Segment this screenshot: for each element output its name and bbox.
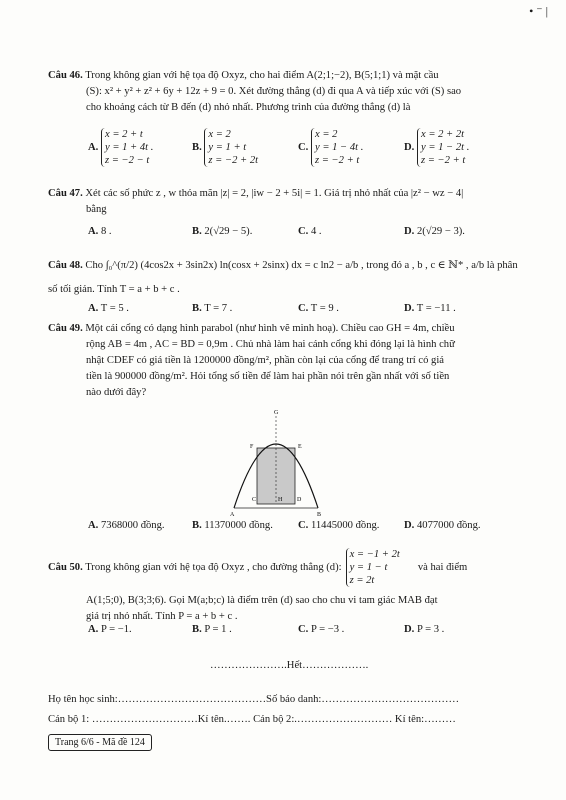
equation-system: x = 2 y = 1 − 4t . z = −2 + t <box>311 128 363 167</box>
equation-system: x = 2 y = 1 + t z = −2 + 2t <box>204 128 258 167</box>
label-g: G <box>274 410 279 416</box>
option-b[interactable]: B. 2(√29 − 5). <box>192 226 253 237</box>
question-text: A(1;5;0), B(3;3;6). Gọi M(a;b;c) là điểm trên (d) sao cho chu vi tam giác MAB đạt <box>86 595 438 606</box>
question-text: và hai điểm <box>417 561 468 573</box>
equation-system: x = 2 + t y = 1 + 4t . z = −2 − t <box>101 128 153 167</box>
option-b[interactable]: B. T = 7 . <box>192 303 233 314</box>
question-47 <box>48 186 518 218</box>
question-text: rộng AB = 4m , AC = BD = 0,9m . Chủ nhà làm hai cánh cổng khi đóng lại là hình chữ <box>86 339 455 350</box>
label-b: B <box>317 512 322 518</box>
question-text: số tối giản. Tính T = a + b + c . <box>48 284 180 295</box>
label-h: H <box>278 497 283 503</box>
question-text: Trong không gian với hệ tọa độ Oxyz , cho đường thẳng (d): <box>85 561 342 573</box>
question-text: bằng <box>86 204 107 215</box>
question-48 <box>48 258 518 298</box>
question-number: Câu 46. <box>48 70 83 81</box>
question-text: tiền là 900000 đồng/m². Hỏi tổng số tiền để làm hai phần nói trên gần nhất với số tiền <box>86 371 450 382</box>
option-label: B. <box>192 141 202 153</box>
end-marker: ………………….Hết………………. <box>210 660 369 671</box>
equation-system: x = 2 + 2t y = 1 − 2t . z = −2 + t <box>417 128 469 167</box>
equation-system: x = −1 + 2t y = 1 − t z = 2t <box>346 548 400 587</box>
option-d[interactable]: D. 4077000 đồng. <box>404 520 481 531</box>
option-a[interactable]: A. P = −1. <box>88 624 132 635</box>
option-c[interactable]: C. 11445000 đồng. <box>298 520 380 531</box>
parabola-gate-figure <box>220 408 330 518</box>
option-label: C. <box>298 141 309 153</box>
option-a[interactable]: A. T = 5 . <box>88 303 129 314</box>
option-d[interactable]: D. 2(√29 − 3). <box>404 226 465 237</box>
question-text: Trong không gian với hệ tọa độ Oxyz, cho hai điểm A(2;1;−2), B(5;1;1) và mặt cầu <box>85 70 439 81</box>
question-number: Câu 49. <box>48 323 83 334</box>
option-d[interactable]: D. T = −11 . <box>404 303 456 314</box>
question-number: Câu 48. <box>48 260 83 271</box>
option-label: A. <box>88 141 99 153</box>
question-text: giá trị nhỏ nhất. Tính P = a + b + c . <box>86 611 238 622</box>
corner-marks: • ⁻ | <box>529 4 548 18</box>
label-a: A <box>230 512 235 518</box>
question-text: Xét các số phức z , w thỏa mãn |z| = 2, |iw − 2 + 5i| = 1. Giá trị nhỏ nhất của |z² − wz − 4| <box>85 188 464 199</box>
question-text: Một cái cổng có dạng hình parabol (như hình vẽ minh hoạ). Chiều cao GH = 4m, chiều <box>85 323 455 334</box>
question-text: nào dưới đây? <box>86 387 147 398</box>
question-49 <box>48 321 518 401</box>
option-a[interactable] <box>88 128 153 167</box>
option-b[interactable] <box>192 128 258 167</box>
option-b[interactable]: B. 11370000 đồng. <box>192 520 273 531</box>
option-c[interactable]: C. T = 9 . <box>298 303 339 314</box>
question-text: nhật CDEF có giá tiền là 1200000 đồng/m², phần còn lại của cổng để trang trí có giá <box>86 355 444 366</box>
question-number: Câu 47. <box>48 188 83 199</box>
option-d[interactable]: D. P = 3 . <box>404 624 445 635</box>
option-c[interactable]: C. P = −3 . <box>298 624 345 635</box>
question-50 <box>48 548 518 625</box>
option-b[interactable]: B. P = 1 . <box>192 624 232 635</box>
page-footer: Trang 6/6 - Mã đề 124 <box>48 734 152 751</box>
option-a[interactable]: A. 8 . <box>88 226 112 237</box>
option-c[interactable] <box>298 128 363 167</box>
option-label: D. <box>404 141 415 153</box>
question-text: (S): x² + y² + z² + 6y + 12z + 9 = 0. Xét đường thẳng (d) đi qua A và tiếp xúc với (S) sao <box>86 86 462 97</box>
label-c: C <box>252 497 257 503</box>
option-c[interactable]: C. 4 . <box>298 226 322 237</box>
student-info-line: Họ tên học sinh:……………………………………Số báo danh:………………………………… <box>48 694 460 705</box>
question-text: Cho ∫₀^(π/2) (4cos2x + 3sin2x) ln(cosx + 2sinx) dx = c ln2 − a/b , trong đó a , b , c ∈ ℕ* , a/b là phân <box>85 260 518 271</box>
option-a[interactable]: A. 7368000 đồng. <box>88 520 165 531</box>
option-d[interactable] <box>404 128 469 167</box>
question-text: cho khoảng cách từ B đến (d) nhỏ nhất. Phương trình của đường thẳng (d) là <box>86 102 411 113</box>
question-number: Câu 50. <box>48 561 83 573</box>
label-f: F <box>250 444 254 450</box>
staff-info-line: Cán bộ 1: …………………………Kí tên.……. Cán bộ 2:.……………………… Kí tên:……… <box>48 714 456 725</box>
label-d: D <box>297 497 302 503</box>
question-46 <box>48 68 518 116</box>
label-e: E <box>298 444 302 450</box>
